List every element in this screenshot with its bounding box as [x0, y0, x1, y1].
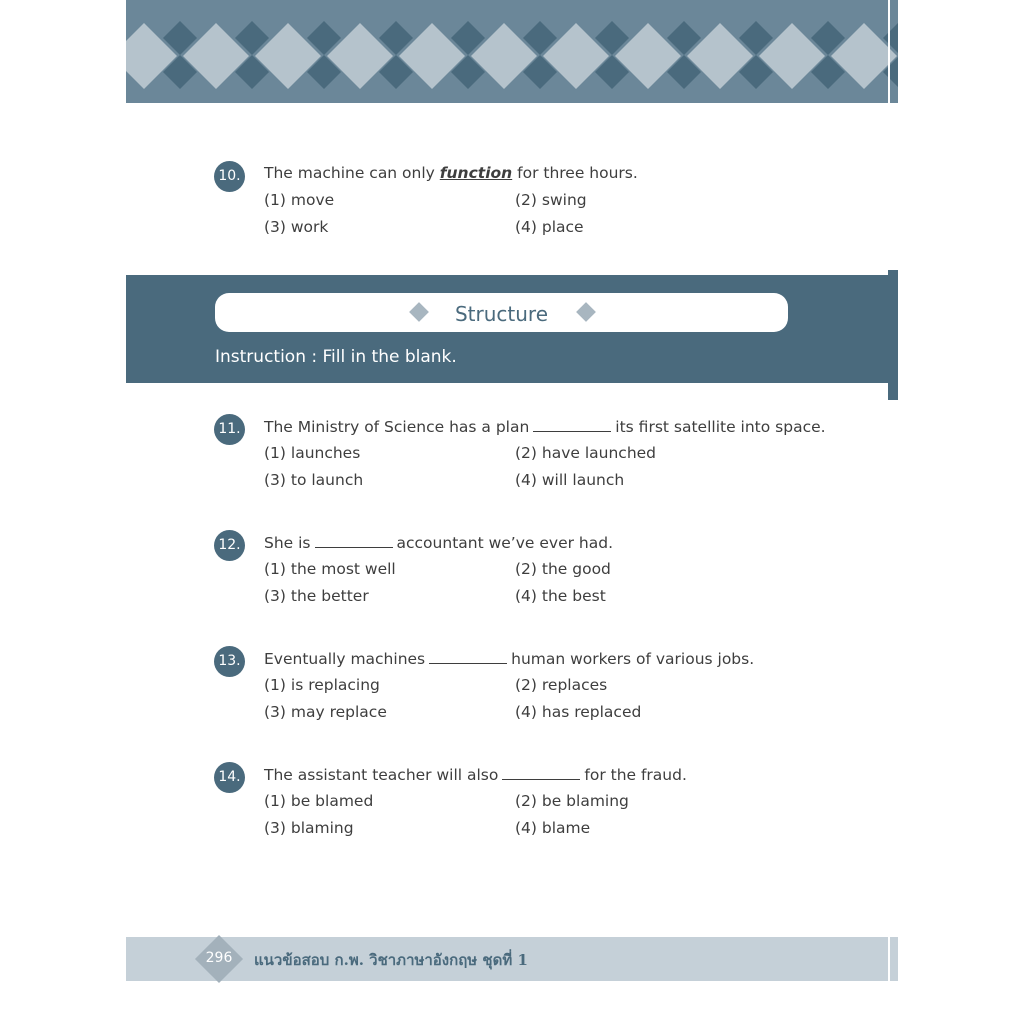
top-decorative-banner [126, 0, 898, 103]
option-1: (1) launches [264, 444, 361, 462]
stem-emphasis-word: function [439, 164, 513, 182]
option-2: (2) be blaming [515, 792, 629, 810]
answer-blank [502, 765, 580, 780]
option-4: (4) has replaced [515, 703, 642, 721]
question-stem [264, 533, 613, 552]
answer-blank [533, 417, 611, 432]
banner-edge-line [888, 0, 890, 103]
page-number: 296 [205, 950, 233, 966]
answer-blank [315, 533, 393, 548]
book-page [126, 0, 898, 1024]
stem-text-after: for three hours. [512, 164, 638, 182]
answer-blank [429, 649, 507, 664]
stem-text-before: The machine can only [264, 164, 440, 182]
question-number-badge: 13. [214, 646, 245, 677]
question-stem [264, 164, 638, 182]
stem-text-after: accountant we’ve ever had. [396, 534, 614, 552]
option-2: (2) the good [515, 560, 611, 578]
stem-text-before: The assistant teacher will also [264, 766, 499, 784]
question-number-badge: 12. [214, 530, 245, 561]
question-number-badge: 14. [214, 762, 245, 793]
option-4: (4) blame [515, 819, 591, 837]
question-number-badge: 10. [214, 161, 245, 192]
light-diamond-shape [687, 23, 753, 89]
question-number-badge: 11. [214, 414, 245, 445]
light-diamond-shape [759, 23, 825, 89]
question-stem [264, 417, 826, 436]
option-4: (4) place [515, 218, 584, 236]
option-3: (3) to launch [264, 471, 364, 489]
stem-text-after: for the fraud. [584, 766, 687, 784]
option-1: (1) be blamed [264, 792, 374, 810]
option-2: (2) have launched [515, 444, 657, 462]
question-10 [214, 161, 834, 251]
option-1: (1) the most well [264, 560, 396, 578]
section-title-pill [215, 293, 788, 332]
section-band-edge [888, 270, 898, 400]
stem-text-after: human workers of various jobs. [511, 650, 755, 668]
light-diamond-shape [615, 23, 681, 89]
stem-text-before: She is [264, 534, 311, 552]
book-title: แนวข้อสอบ ก.พ. วิชาภาษาอังกฤษ ชุดที่ 1 [254, 951, 528, 969]
option-3: (3) may replace [264, 703, 387, 721]
stem-text-before: The Ministry of Science has a plan [264, 418, 530, 436]
question-11 [214, 414, 834, 504]
option-1: (1) is replacing [264, 676, 380, 694]
footer-edge-line [888, 937, 890, 981]
question-14 [214, 762, 834, 852]
option-2: (2) swing [515, 191, 587, 209]
option-1: (1) move [264, 191, 335, 209]
light-diamond-shape [255, 23, 321, 89]
option-4: (4) will launch [515, 471, 625, 489]
section-title: Structure [454, 302, 549, 326]
light-diamond-shape [471, 23, 537, 89]
question-stem [264, 765, 687, 784]
light-diamond-shape [183, 23, 249, 89]
option-2: (2) replaces [515, 676, 608, 694]
stem-text-after: its first satellite into space. [615, 418, 826, 436]
question-13 [214, 646, 834, 736]
option-3: (3) work [264, 218, 329, 236]
light-diamond-shape [543, 23, 609, 89]
option-3: (3) blaming [264, 819, 354, 837]
question-stem [264, 649, 754, 668]
option-4: (4) the best [515, 587, 606, 605]
stem-text-before: Eventually machines [264, 650, 426, 668]
question-12 [214, 530, 834, 620]
section-header-band [126, 275, 888, 383]
option-3: (3) the better [264, 587, 369, 605]
light-diamond-shape [399, 23, 465, 89]
light-diamond-shape [327, 23, 393, 89]
section-instruction: Instruction : Fill in the blank. [215, 347, 457, 367]
diamond-pattern [126, 0, 898, 103]
